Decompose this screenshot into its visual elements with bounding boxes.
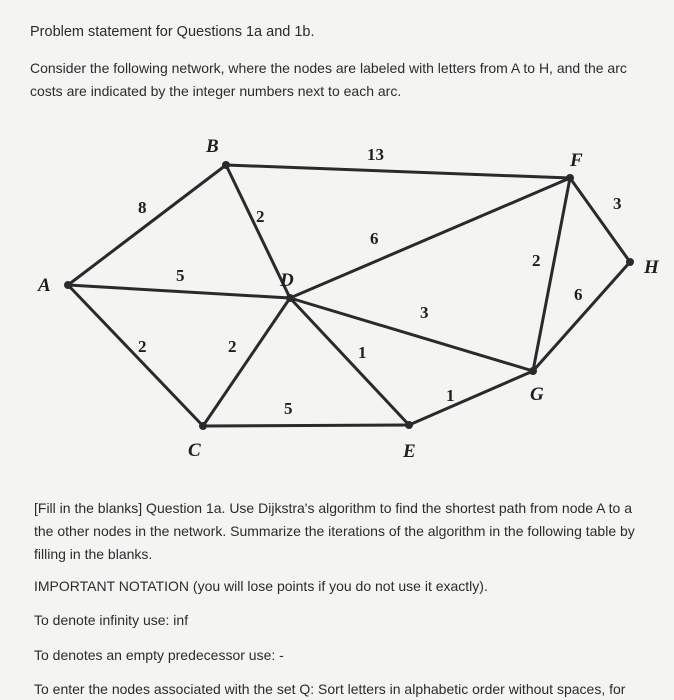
cost-b-f: 13 [367, 145, 384, 164]
notation-set-q: To enter the nodes associated with the set Q: Sort letters in alphabetic order without spaces, for [34, 681, 626, 697]
notation-title: IMPORTANT NOTATION (you will lose points if you do not use it exactly). [34, 578, 488, 594]
arc-g-f [533, 178, 570, 371]
node-label-a: A [38, 275, 51, 296]
cost-d-f: 6 [370, 229, 379, 248]
arc-a-c [68, 285, 203, 426]
notation-empty-predecessor: To denotes an empty predecessor use: - [34, 647, 284, 663]
cost-a-b: 8 [138, 198, 147, 217]
intro-line-2: costs are indicated by the integer numbers next to each arc. [30, 83, 402, 99]
cost-d-g: 3 [420, 303, 429, 322]
arc-f-h [570, 178, 630, 262]
cost-e-g: 1 [446, 386, 455, 405]
cost-c-e: 5 [284, 399, 293, 418]
node-d-dot [286, 294, 294, 302]
arc-d-g [290, 298, 533, 371]
cost-c-d: 2 [228, 337, 237, 356]
node-label-h: H [644, 257, 659, 278]
network-diagram [0, 120, 674, 470]
cost-d-e: 1 [358, 343, 367, 362]
arc-e-g [409, 371, 533, 425]
arc-a-d [68, 285, 290, 298]
arc-b-f [226, 165, 570, 178]
node-label-b: B [206, 136, 219, 157]
node-c-dot [199, 422, 207, 430]
node-label-f: F [570, 150, 583, 171]
node-a-dot [64, 281, 72, 289]
cost-g-h: 6 [574, 285, 583, 304]
arc-c-d [203, 298, 290, 426]
node-label-d: D [280, 270, 294, 291]
arc-c-e [203, 425, 409, 426]
arc-d-f [290, 178, 570, 298]
question-line-2: the other nodes in the network. Summarize the iterations of the algorithm in the following table by [34, 523, 635, 539]
question-line-3: filling in the blanks. [34, 546, 153, 562]
notation-infinity: To denote infinity use: inf [34, 612, 189, 628]
node-label-c: C [188, 440, 201, 461]
question-line-1: [Fill in the blanks] Question 1a. Use Dijkstra's algorithm to find the shortest path from node A to a [34, 500, 632, 516]
problem-heading: Problem statement for Questions 1a and 1b. [30, 24, 315, 40]
arc-g-h [533, 262, 630, 371]
intro-line-1: Consider the following network, where the nodes are labeled with letters from A to H, and the arc [30, 60, 627, 76]
node-f-dot [566, 174, 574, 182]
node-label-e: E [403, 441, 416, 462]
node-h-dot [626, 258, 634, 266]
cost-a-c: 2 [138, 337, 147, 356]
node-label-g: G [530, 384, 544, 405]
arc-a-b [68, 165, 226, 285]
node-g-dot [529, 367, 537, 375]
cost-g-f: 2 [532, 251, 541, 270]
node-e-dot [405, 421, 413, 429]
node-b-dot [222, 161, 230, 169]
cost-a-d: 5 [176, 266, 185, 285]
cost-f-h: 3 [613, 194, 622, 213]
cost-b-d: 2 [256, 207, 265, 226]
